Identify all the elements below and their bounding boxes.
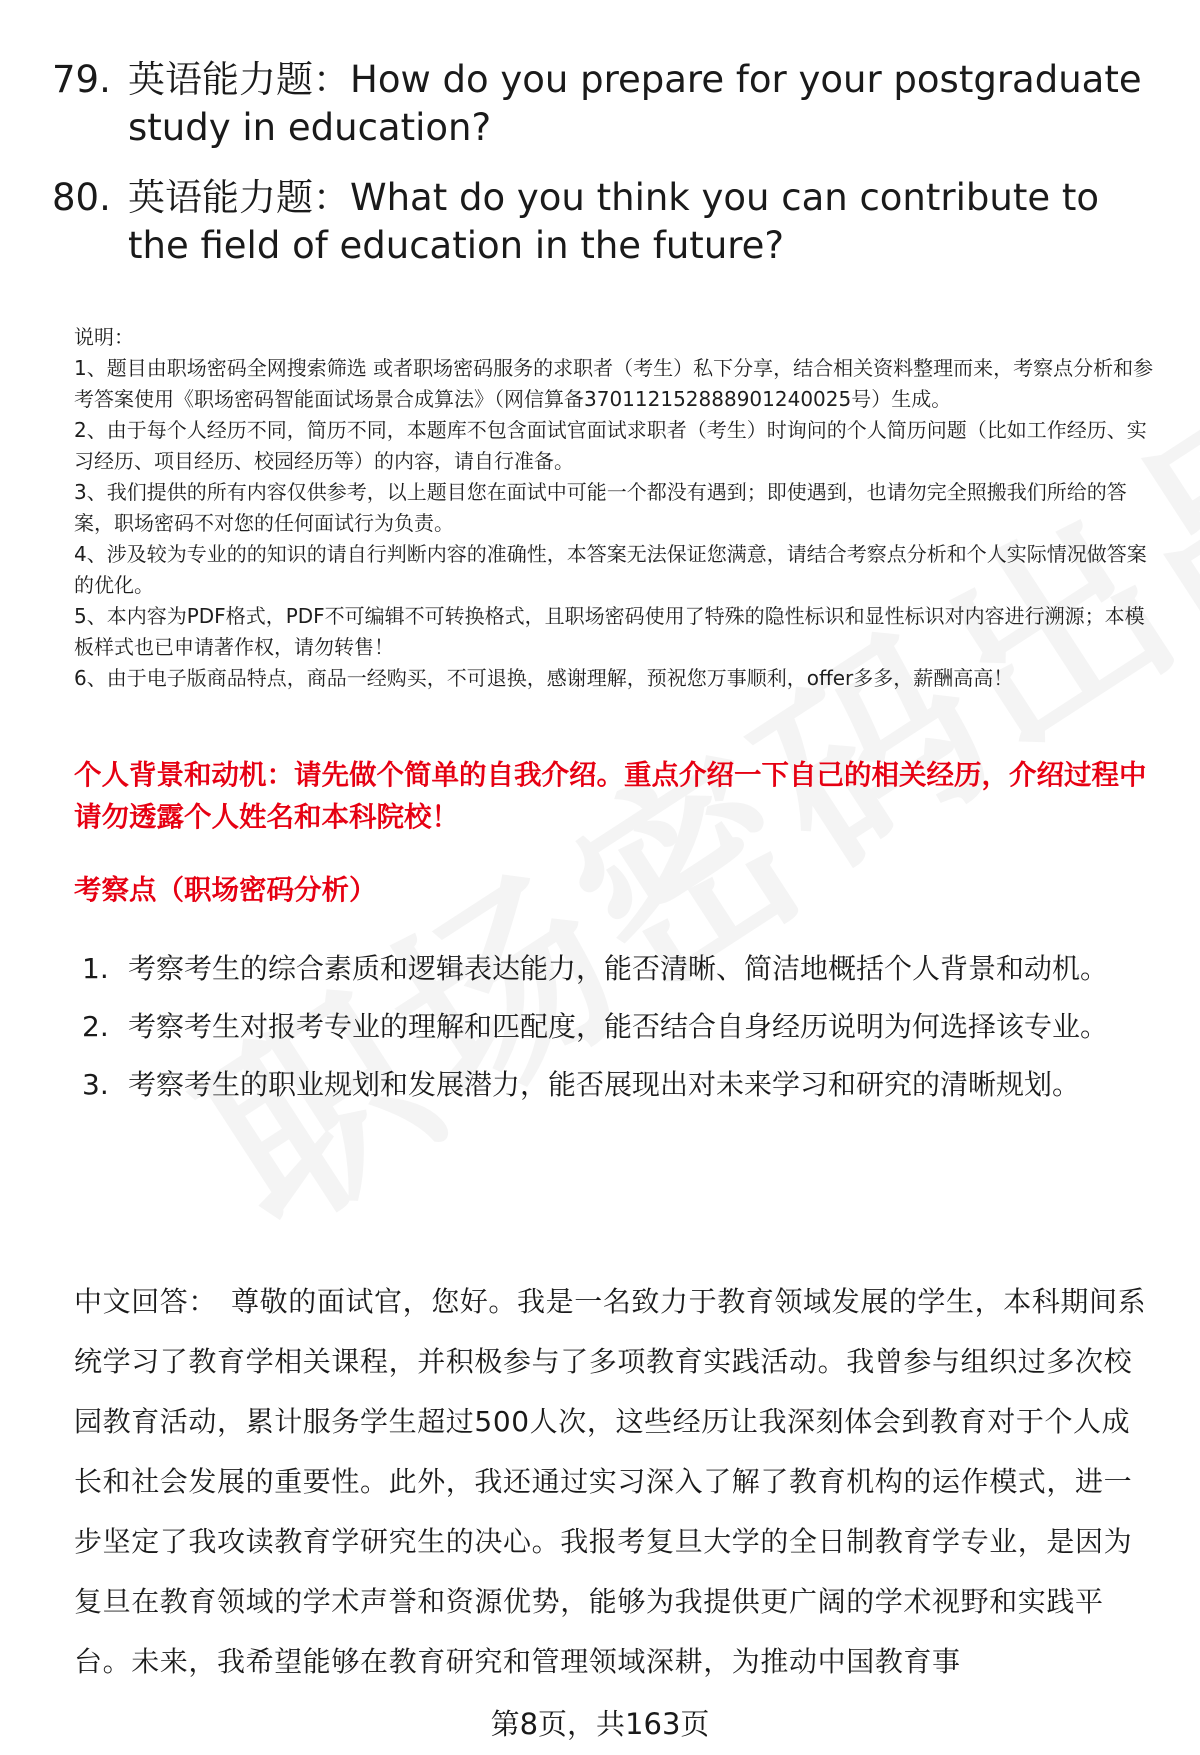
point-text: 考察考生的职业规划和发展潜力，能否展现出对未来学习和研究的清晰规划。 <box>128 1068 1081 1101</box>
note-item: 1、题目由职场密码全网搜索筛选 或者职场密码服务的求职者（考生）私下分享，结合相关资料整理而来，考察点分析和参考答案使用《职场密码智能面试场景合成算法》（网信算备370112152888901240025号）生成。 <box>74 356 1154 411</box>
notes-title: 说明： <box>74 325 134 349</box>
analysis-point <box>82 1056 1162 1114</box>
answer-label: 中文回答： <box>74 1285 218 1318</box>
question-number: 80. <box>52 176 111 219</box>
point-text: 考察考生的综合素质和逻辑表达能力，能否清晰、简洁地概括个人背景和动机。 <box>128 952 1109 985</box>
point-number: 2. <box>82 1010 109 1043</box>
chinese-answer <box>74 1272 1154 1692</box>
analysis-title: 考察点（职场密码分析） <box>74 874 377 906</box>
note-item: 4、涉及较为专业的的知识的请自行判断内容的准确性，本答案无法保证您满意，请结合考察点分析和个人实际情况做答案的优化。 <box>74 542 1147 597</box>
point-number: 3. <box>82 1068 109 1101</box>
note-item: 5、本内容为PDF格式，PDF不可编辑不可转换格式，且职场密码使用了特殊的隐性标识和显性标识对内容进行溯源；本模板样式也已申请著作权，请勿转售！ <box>74 604 1145 659</box>
question-text: 英语能力题：What do you think you can contribute to the field of education in the future? <box>128 176 1099 267</box>
question-80 <box>52 174 1152 270</box>
answer-text: 尊敬的面试官，您好。我是一名致力于教育领域发展的学生，本科期间系统学习了教育学相关课程，并积极参与了多项教育实践活动。我曾参与组织过多次校园教育活动，累计服务学生超过500人次，这些经历让我深刻体会到教育对于个人成长和社会发展的重要性。此外，我还通过实习深入了解了教育机构的运作模式，进一步坚定了我攻读教育学研究生的决心。我报考复旦大学的全日制教育学专业，是因为复旦在教育领域的学术声誉和资源优势，能够为我提供更广阔的学术视野和实践平台。未来，我希望能够在教育研究和管理领域深耕，为推动中国教育事 <box>74 1285 1147 1678</box>
question-number: 79. <box>52 58 111 101</box>
notes-section <box>74 322 1164 694</box>
page-footer: 第8页，共163页 <box>490 1707 710 1741</box>
note-item: 3、我们提供的所有内容仅供参考，以上题目您在面试中可能一个都没有遇到；即使遇到，也请勿完全照搬我们所给的答案，职场密码不对您的任何面试行为负责。 <box>74 480 1127 535</box>
interview-question-title: 个人背景和动机：请先做个简单的自我介绍。重点介绍一下自己的相关经历，介绍过程中请勿透露个人姓名和本科院校！ <box>74 759 1147 833</box>
note-item: 2、由于每个人经历不同，简历不同，本题库不包含面试官面试求职者（考生）时询问的个人简历问题（比如工作经历、实习经历、项目经历、校园经历等）的内容，请自行准备。 <box>74 418 1147 473</box>
question-text: 英语能力题：How do you prepare for your postgraduate study in education? <box>128 58 1142 149</box>
analysis-point <box>82 998 1162 1056</box>
analysis-point <box>82 940 1162 998</box>
point-number: 1. <box>82 952 109 985</box>
question-79 <box>52 56 1152 152</box>
point-text: 考察考生对报考专业的理解和匹配度，能否结合自身经历说明为何选择该专业。 <box>128 1010 1109 1043</box>
note-item: 6、由于电子版商品特点，商品一经购买，不可退换，感谢理解，预祝您万事顺利，offer多多，薪酬高高！ <box>74 666 1014 690</box>
analysis-points <box>82 940 1162 1114</box>
